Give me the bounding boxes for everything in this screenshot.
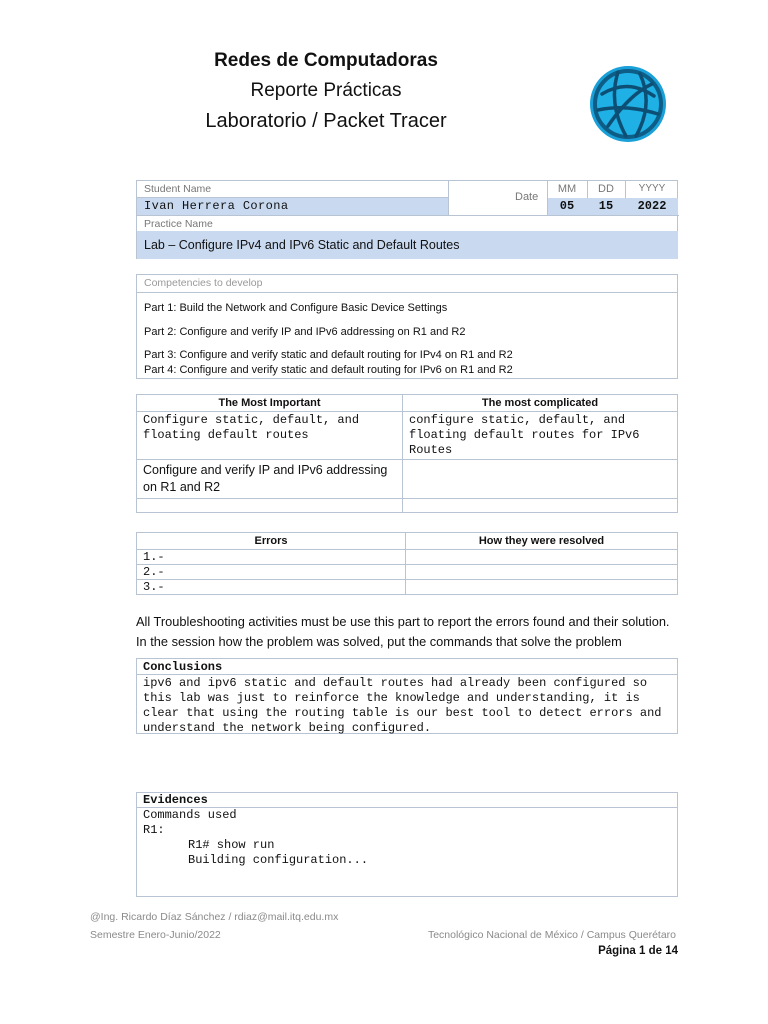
resolution-header: How they were resolved <box>406 533 678 550</box>
competency-item: Part 3: Configure and verify static and default routing for IPv4 on R1 and R2 <box>144 349 513 361</box>
footer-institution: Tecnológico Nacional de México / Campus Querétaro <box>427 929 676 941</box>
conclusions-text: ipv6 and ipv6 static and default routes had already been configured so this lab was just to reinforce the knowledge and understanding, it is clear that using the routing table is our best tool to detect errors and understand the network being configured. <box>143 676 662 735</box>
competency-item: Part 4: Configure and verify static and default routing for IPv6 on R1 and R2 <box>144 364 513 376</box>
evidence-line: R1: <box>143 823 165 837</box>
month-label: MM <box>557 183 577 195</box>
evidence-line: R1# show run <box>188 838 275 852</box>
competency-item: Part 2: Configure and verify IP and IPv6 addressing on R1 and R2 <box>144 326 466 338</box>
evidence-line: Building configuration... <box>188 853 369 867</box>
student-info-section <box>136 180 678 259</box>
footer-semester: Semestre Enero-Junio/2022 <box>90 929 221 941</box>
error-row: 2.- <box>137 565 406 580</box>
most-important-cell: Configure static, default, and floating default routes <box>137 412 403 460</box>
troubleshooting-instructions: All Troubleshooting activities must be use this part to report the errors found and their solution. In the session how the problem was solved, put the commands that solve the problem <box>136 614 670 649</box>
competencies-section <box>136 274 678 379</box>
document-title: Redes de Computadoras <box>214 50 438 71</box>
competencies-label: Competencies to develop <box>144 277 263 289</box>
resolution-cell <box>406 565 678 580</box>
date-label: Date <box>515 191 539 203</box>
most-important-header: The Most Important <box>137 395 403 412</box>
student-name-label: Student Name <box>144 183 212 195</box>
conclusions-label: Conclusions <box>143 660 223 674</box>
practice-name-value: Lab – Configure IPv4 and IPv6 Static and Default Routes <box>144 238 460 252</box>
errors-header: Errors <box>137 533 406 550</box>
month-value: 05 <box>559 199 575 213</box>
globe-network-icon <box>588 64 668 144</box>
empty-cell <box>403 499 678 513</box>
conclusions-section <box>136 658 678 734</box>
day-value: 15 <box>598 199 614 213</box>
evidences-label: Evidences <box>143 793 208 807</box>
footer-author: @Ing. Ricardo Díaz Sánchez / rdiaz@mail.itq.edu.mx <box>90 911 339 923</box>
resolution-cell <box>406 550 678 565</box>
student-name-value: Ivan Herrera Corona <box>144 199 289 213</box>
year-value: 2022 <box>637 199 667 213</box>
importance-table <box>136 394 678 513</box>
evidences-section <box>136 792 678 897</box>
most-complicated-cell <box>403 460 678 499</box>
practice-name-label: Practice Name <box>144 218 213 230</box>
error-row: 1.- <box>137 550 406 565</box>
empty-cell <box>137 499 403 513</box>
most-complicated-cell: configure static, default, and floating default routes for IPv6 Routes <box>403 412 678 460</box>
document-subtitle: Reporte Prácticas <box>250 80 402 101</box>
competency-item: Part 1: Build the Network and Configure Basic Device Settings <box>144 302 448 314</box>
document-subtitle-lab: Laboratorio / Packet Tracer <box>205 110 447 132</box>
errors-table <box>136 532 678 595</box>
most-important-cell: Configure and verify IP and IPv6 addressing on R1 and R2 <box>137 460 403 499</box>
most-complicated-header: The most complicated <box>403 395 678 412</box>
footer-page-number: Página 1 de 14 <box>598 945 678 957</box>
day-label: DD <box>598 183 614 195</box>
resolution-cell <box>406 580 678 595</box>
evidence-line: Commands used <box>143 808 237 822</box>
year-label: YYYY <box>638 183 666 194</box>
error-row: 3.- <box>137 580 406 595</box>
